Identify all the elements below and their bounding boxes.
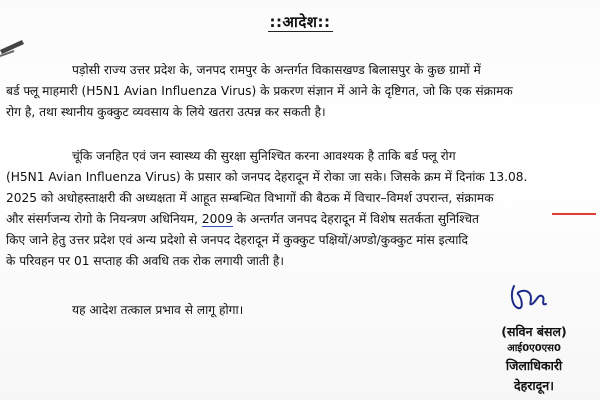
act-name: और संसर्गजन्य रोगो के नियन्त्रण अधिनियम, bbox=[6, 212, 202, 226]
signatory-name: (सविन बंसल) bbox=[501, 324, 567, 339]
paragraph-2-line bbox=[6, 209, 598, 230]
paragraph-2 bbox=[6, 146, 598, 272]
red-pen-underline bbox=[552, 213, 596, 215]
paragraph-1-line: बर्ड फ्लू माहमारी (H5N1 Avian Influenza Virus) के प्रकरण संज्ञान में आने के दृष्टिगत, जो कि एक संक्रामक bbox=[6, 84, 513, 98]
paragraph-2-line: के परिवहन पर 01 सप्ताह की अवधि तक रोक लगायी जाती है। bbox=[6, 254, 284, 268]
signature-icon bbox=[506, 280, 552, 314]
paragraph-2-line-tail: के अन्तर्गत जनपद देहरादून में विशेष सतर्कता सुनिश्चित bbox=[232, 212, 479, 226]
paragraph-2-line: 2025 को अधोहस्ताक्षरी की अध्यक्षता में आहूत सम्बन्धित विभागों की बैठक में विचार–विमर्श उपरान्त, संक्रामक bbox=[6, 191, 494, 205]
pen-mark-icon bbox=[0, 36, 26, 60]
signatory-designation: जिलाधिकारी bbox=[505, 358, 563, 373]
order-heading-text: ::आदेश:: bbox=[269, 13, 331, 31]
paragraph-1 bbox=[6, 60, 598, 123]
paragraph-2-line: चूंकि जनहित एवं जन स्वास्थ्य की सुरक्षा सुनिश्चित करना आवश्यक है ताकि बर्ड फ्लू रोग bbox=[72, 149, 456, 163]
order-heading bbox=[0, 12, 600, 32]
act-year: 2009 bbox=[201, 212, 233, 226]
paragraph-1-line: पड़ोसी राज्य उत्तर प्रदेश के, जनपद रामपुर के अन्तर्गत विकासखण्ड बिलासपुर के कुछ ग्रामों में bbox=[72, 63, 481, 77]
paragraph-2-line: किए जाने हेतु उत्तर प्रदेश एवं अन्य प्रदेशो से जनपद देहरादून में कुक्कुट पक्षियों/अण्डो/कुक्कुट मांस इत्यादि bbox=[6, 233, 469, 247]
paragraph-1-line: रोग है, तथा स्थानीय कुक्कुट व्यवसाय के लिये खतरा उत्पन्न कर सकती है। bbox=[6, 105, 326, 119]
signatory-place: देहरादून। bbox=[514, 378, 554, 393]
signatory-service: आई0ए0एस0 bbox=[507, 343, 561, 354]
paragraph-2-line: (H5N1 Avian Influenza Virus) के प्रसार को जनपद देहरादून में रोका जा सके। जिसके क्रम में दिनांक 13.08. bbox=[6, 170, 528, 184]
paragraph-3-line: यह आदेश तत्काल प्रभाव से लागू होगा। bbox=[72, 303, 244, 317]
signatory-block bbox=[470, 322, 598, 396]
